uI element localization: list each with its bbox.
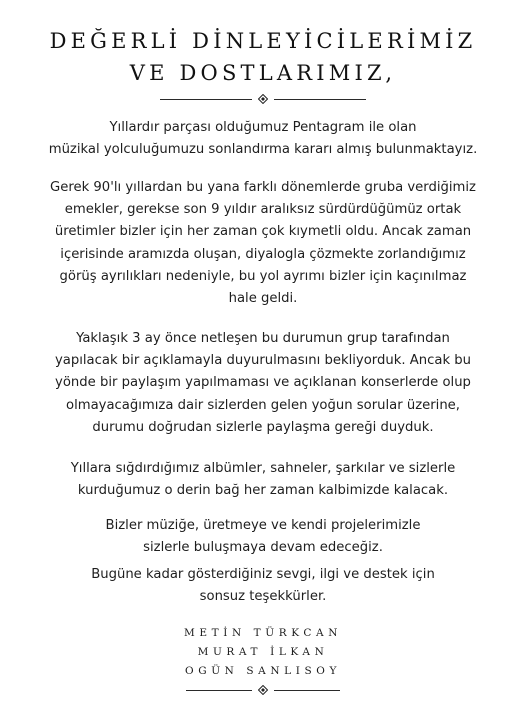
divider-line-right xyxy=(274,99,366,100)
paragraph-line: kurduğumuz o derin bağ her zaman kalbimizde kalacak. xyxy=(77,483,449,499)
paragraph-line: yönde bir paylaşım yapılmaması ve açıklanan konserlerde olup xyxy=(55,375,471,391)
paragraph-2 xyxy=(40,177,486,310)
paragraph-line: üretimler bizler için her zaman çok kıymetli oldu. Ancak zaman xyxy=(54,224,472,240)
paragraph-line: yapılacak bir açıklamayla duyurulmasını bekliyorduk. Ancak bu xyxy=(54,353,472,369)
paragraph-line: Bizler müziğe, üretmeye ve kendi projelerimizle xyxy=(105,518,421,533)
paragraph-5 xyxy=(40,515,486,559)
paragraph-line: Yıllara sığdırdığımız albümler, sahneler, şarkılar ve sizlerle xyxy=(70,461,456,476)
paragraph-line: Yaklaşık 3 ay önce netleşen bu durumun grup tarafından xyxy=(76,331,450,346)
signature-name-1: METİN TÜRKCAN xyxy=(183,627,343,639)
paragraph-6 xyxy=(40,564,486,608)
paragraph-3 xyxy=(40,328,486,439)
paragraph-line: emekler, gerekse son 9 yıldır aralıksız sürdürdüğümüz ortak xyxy=(64,202,462,218)
signature-name-2: MURAT İLKAN xyxy=(197,646,329,658)
paragraph-4 xyxy=(40,458,486,502)
top-divider xyxy=(160,93,366,105)
paragraph-line: sonsuz teşekkürler. xyxy=(199,589,327,605)
divider-line-right xyxy=(274,690,340,691)
paragraph-line: müzikal yolculuğumuzu sonlandırma kararı almış bulunmaktayız. xyxy=(48,142,478,158)
paragraph-line: görüş ayrılıkları nedeniyle, bu yol ayrımı bizler için kaçınılmaz xyxy=(59,268,467,284)
paragraph-line: olmayacağımıza dair sizlerden gelen yoğun sorular üzerine, xyxy=(66,397,460,413)
paragraph-line: Bugüne kadar gösterdiğiniz sevgi, ilgi ve destek için xyxy=(91,567,435,582)
paragraph-line: hale geldi. xyxy=(228,291,298,307)
paragraph-1 xyxy=(40,117,486,161)
signature-name-3: OGÜN SANLISOY xyxy=(185,665,341,677)
paragraph-line: sizlerle buluşmaya devam edeceğiz. xyxy=(143,540,383,556)
heading-line-2: VE DOSTLARIMIZ, xyxy=(129,61,397,85)
paragraph-line: içerisinde aramızda oluşan, diyalogla çözmekte zorlandığımız xyxy=(60,246,466,262)
diamond-ornament-icon xyxy=(258,685,268,695)
heading-line-1: DEĞERLİ DİNLEYİCİLERİMİZ xyxy=(49,29,477,53)
divider-line-left xyxy=(160,99,252,100)
bottom-divider xyxy=(186,684,340,696)
divider-line-left xyxy=(186,690,252,691)
paragraph-line: durumu doğrudan sizlerle paylaşma gereği duyduk. xyxy=(92,419,434,435)
paragraph-line: Yıllardır parçası olduğumuz Pentagram ile olan xyxy=(109,120,417,135)
diamond-ornament-icon xyxy=(258,94,268,104)
paragraph-line: Gerek 90'lı yıllardan bu yana farklı dönemlerde gruba verdiğimiz xyxy=(50,180,476,195)
